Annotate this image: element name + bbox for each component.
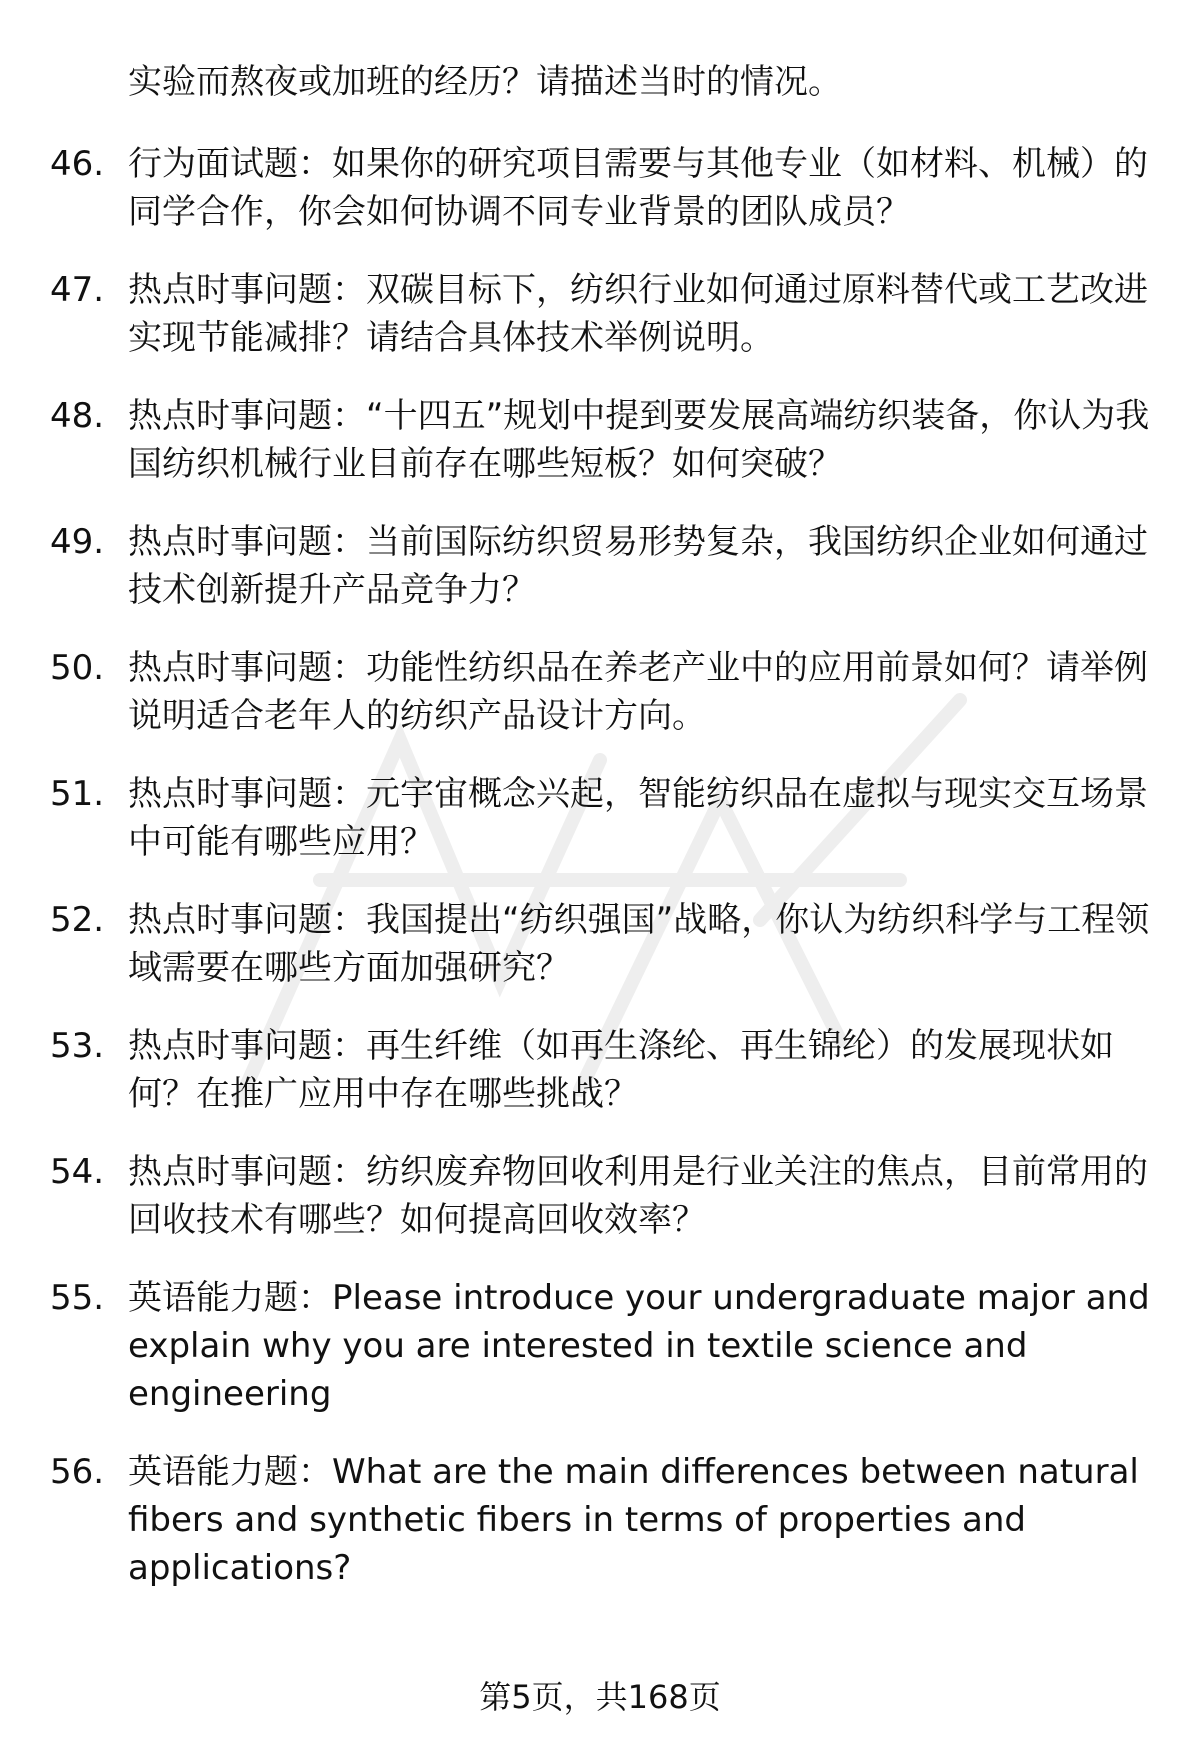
question-text: 热点时事问题：再生纤维（如再生涤纶、再生锦纶）的发展现状如何？在推广应用中存在哪些挑战？ (128, 1026, 1114, 1114)
list-item (50, 1274, 1160, 1418)
list-item (50, 266, 1160, 362)
question-number: 50. (50, 648, 105, 688)
question-number: 52. (50, 900, 105, 940)
list-item (50, 140, 1160, 236)
question-number: 55. (50, 1278, 105, 1318)
question-text: 热点时事问题：功能性纺织品在养老产业中的应用前景如何？请举例说明适合老年人的纺织产品设计方向。 (128, 648, 1148, 736)
list-item (50, 1448, 1160, 1592)
list-item (50, 896, 1160, 992)
question-number: 51. (50, 774, 105, 814)
list-item (50, 1022, 1160, 1118)
question-text: 热点时事问题：我国提出“纺织强国”战略，你认为纺织科学与工程领域需要在哪些方面加强研究？ (128, 900, 1150, 988)
question-number: 47. (50, 270, 105, 310)
continued-question-text: 实验而熬夜或加班的经历？请描述当时的情况。 (128, 62, 842, 102)
question-text: 热点时事问题：元宇宙概念兴起，智能纺织品在虚拟与现实交互场景中可能有哪些应用？ (128, 774, 1148, 862)
list-item (50, 392, 1160, 488)
list-item (50, 644, 1160, 740)
question-list (50, 140, 1160, 1622)
question-text: 热点时事问题：纺织废弃物回收利用是行业关注的焦点，目前常用的回收技术有哪些？如何提高回收效率？ (128, 1152, 1148, 1240)
question-text: 英语能力题：Please introduce your undergraduate major and explain why you are interested in textile science and engineering (128, 1278, 1150, 1414)
question-text: 热点时事问题：双碳目标下，纺织行业如何通过原料替代或工艺改进实现节能减排？请结合具体技术举例说明。 (128, 270, 1148, 358)
question-text: 热点时事问题：当前国际纺织贸易形势复杂，我国纺织企业如何通过技术创新提升产品竞争力？ (128, 522, 1148, 610)
question-number: 53. (50, 1026, 105, 1066)
question-text: 热点时事问题：“十四五”规划中提到要发展高端纺织装备，你认为我国纺织机械行业目前存在哪些短板？如何突破？ (128, 396, 1150, 484)
question-number: 48. (50, 396, 105, 436)
question-number: 49. (50, 522, 105, 562)
question-number: 56. (50, 1452, 105, 1492)
question-number: 46. (50, 144, 105, 184)
list-item (50, 518, 1160, 614)
question-number: 54. (50, 1152, 105, 1192)
question-text: 英语能力题：What are the main differences between natural fibers and synthetic fibers in terms of properties and applications? (128, 1452, 1139, 1588)
page-footer: 第5页，共168页 (479, 1678, 721, 1716)
list-item (50, 770, 1160, 866)
question-text: 行为面试题：如果你的研究项目需要与其他专业（如材料、机械）的同学合作，你会如何协调不同专业背景的团队成员？ (128, 144, 1148, 232)
list-item (50, 1148, 1160, 1244)
